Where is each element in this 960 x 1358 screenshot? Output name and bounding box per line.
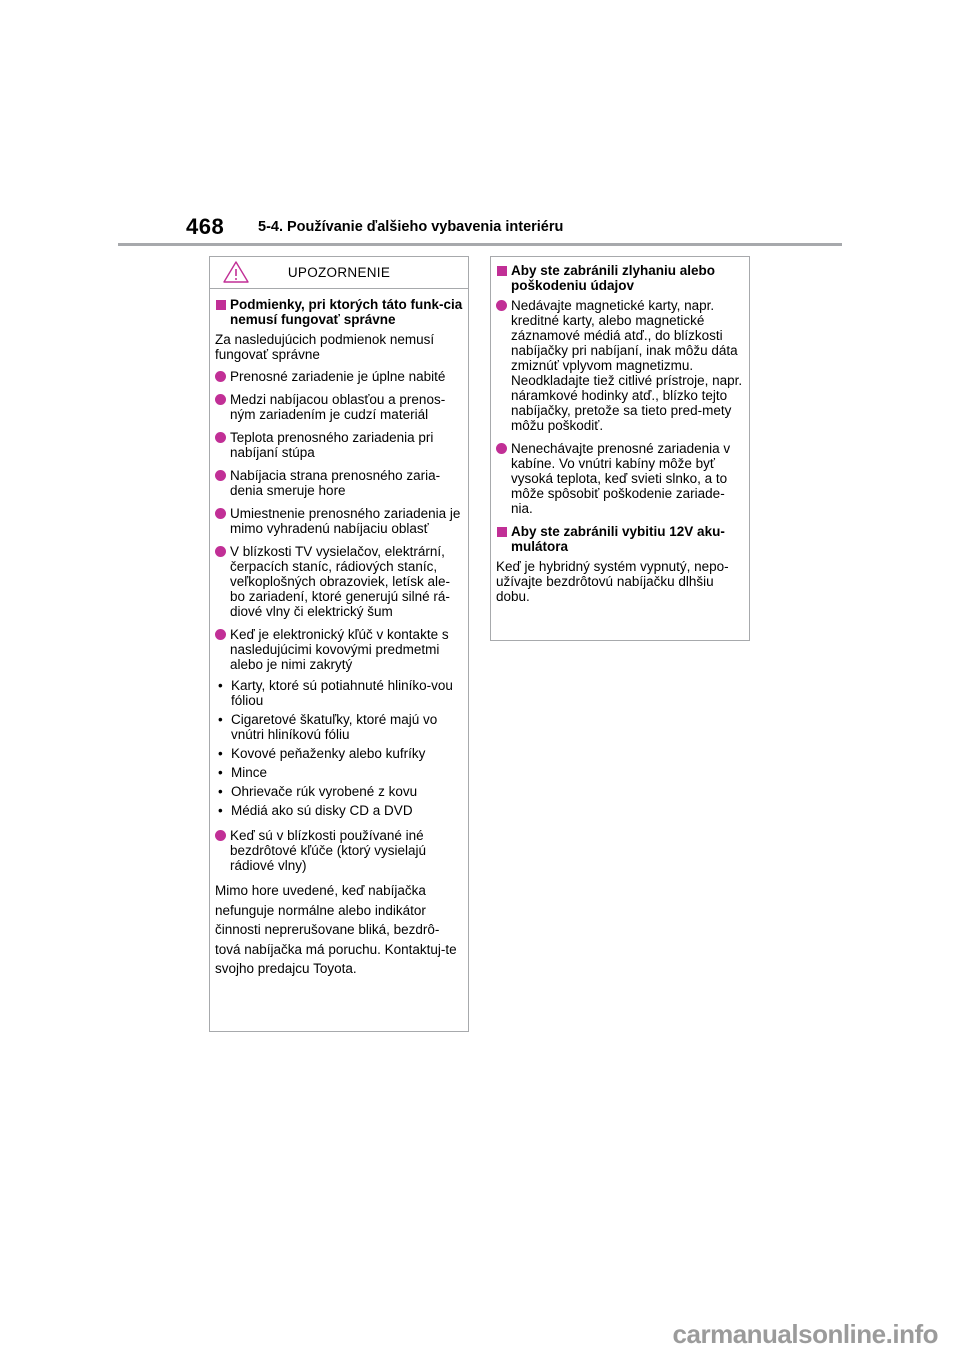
list-item-text: Nedávajte magnetické karty, napr. kreditné karty, alebo magnetické záznamové médiá atď., do blízkosti nabíjačky pri nabíjaní, inak môžu dáta zmiznúť vplyvom magnetizmu. Neodkladajte tiež citlivé prístroje, napr. náramkové hodinky atď., blízko tejto nabíjačky, pretože sa tieto pred-mety môžu poškodiť. [511,298,743,433]
heading-text: Podmienky, pri ktorých táto funk-cia nemusí fungovať správne [230,297,463,327]
dot-bullet-icon [215,629,226,640]
heading-text: Aby ste zabránili vybitiu 12V aku-mulátora [511,524,725,554]
dot-bullet-icon [215,371,226,382]
sub-list-item-text: Ohrievače rúk vyrobené z kovu [231,784,418,799]
list-item [215,627,463,672]
list-item [215,468,463,498]
sub-list-item-text: Mince [231,765,268,780]
square-bullet-icon [497,527,507,537]
list-item [496,298,744,433]
sub-list-item: • Ohrievače rúk vyrobené z kovu [218,784,418,799]
sub-list-item-text: Karty, ktoré sú potiahnuté hliníko-vou fóliou [231,678,453,708]
list-item-text: Nenechávajte prenosné zariadenia v kabíne. Vo vnútri kabíny môže byť vysoká teplota, keď svieti slnko, a to môže spôsobiť poškodenie zariade-nia. [511,441,731,516]
list-item-text: Umiestnenie prenosného zariadenia je mimo vyhradenú nabíjaciu oblasť [230,506,461,536]
dot-bullet-icon [496,300,507,311]
dot-bullet-icon [215,830,226,841]
list-item [215,392,463,422]
dot-bullet-icon [215,546,226,557]
intro-text: Za nasledujúcich podmienok nemusí fungovať správne [215,332,435,362]
list-item [215,506,463,536]
header-divider [118,243,842,246]
square-bullet-icon [497,266,507,276]
body-text: Keď je hybridný systém vypnutý, nepo-užívajte bezdrôtovú nabíjačku dlhšiu dobu. [496,559,729,604]
list-item-text: Prenosné zariadenie je úplne nabité [230,369,446,384]
sub-list-item: • Médiá ako sú disky CD a DVD [218,803,413,818]
sub-list-item-text: Kovové peňaženky alebo kufríky [231,746,426,761]
warning-label: UPOZORNENIE [287,265,391,280]
sub-list-item-text: Médiá ako sú disky CD a DVD [231,803,413,818]
dot-bullet-icon [215,432,226,443]
dot-bullet-icon [215,394,226,405]
warning-box [209,256,469,1032]
sub-list-item: • Kovové peňaženky alebo kufríky [218,746,426,761]
section-heading [215,297,463,327]
page-number: 468 [186,214,225,239]
section-heading [496,524,744,554]
list-item-text: Teplota prenosného zariadenia pri nabíjaní stúpa [230,430,434,460]
dot-bullet-icon [215,508,226,519]
list-item-text: Keď je elektronický kľúč v kontakte s nasledujúcimi kovovými predmetmi alebo je nimi zakrytý [230,627,449,672]
warning-triangle-icon [222,260,250,284]
list-item-text: Nabíjacia strana prenosného zaria-denia smeruje hore [230,468,441,498]
list-item [215,828,463,873]
list-item-text: Medzi nabíjacou oblasťou a prenos-ným zariadením je cudzí materiál [230,392,446,422]
heading-text: Aby ste zabránili zlyhaniu alebo poškodeniu údajov [511,263,716,293]
closing-text: Mimo hore uvedené, keď nabíjačka nefunguje normálne alebo indikátor činnosti neprerušovane bliká, bezdrô-tová nabíjačka má poruchu. Kontaktuj-te svojho predajcu Toyota. [215,883,457,976]
dot-bullet-icon [496,443,507,454]
warning-header [210,257,468,289]
watermark-text: carmanualsonline.info [672,1319,938,1349]
list-item-text: V blízkosti TV vysielačov, elektrární, čerpacích staníc, rádiových staníc, veľkoplošných obrazoviek, letísk ale-bo zariadení, ktoré generujú silné rá-diové vlny či elektrický šum [230,544,451,619]
section-title: 5-4. Používanie ďalšieho vybavenia interiéru [258,219,564,235]
square-bullet-icon [216,300,226,310]
sub-list-item-text: Cigaretové škatuľky, ktoré majú vo vnútri hliníkovú fóliu [231,712,438,742]
info-box [490,256,750,641]
dot-bullet-icon [215,470,226,481]
list-item [496,441,744,516]
sub-list-item: • Karty, ktoré sú potiahnuté hliníko-vou fóliou [218,678,463,708]
list-item-text: Keď sú v blízkosti používané iné bezdrôtové kľúče (ktorý vysielajú rádiové vlny) [230,828,427,873]
list-item [215,544,463,619]
section-heading [496,263,744,293]
sub-list-item: • Cigaretové škatuľky, ktoré majú vo vnútri hliníkovú fóliu [218,712,463,742]
list-item [215,430,463,460]
sub-list-item: • Mince [218,765,268,780]
list-item [215,369,463,384]
